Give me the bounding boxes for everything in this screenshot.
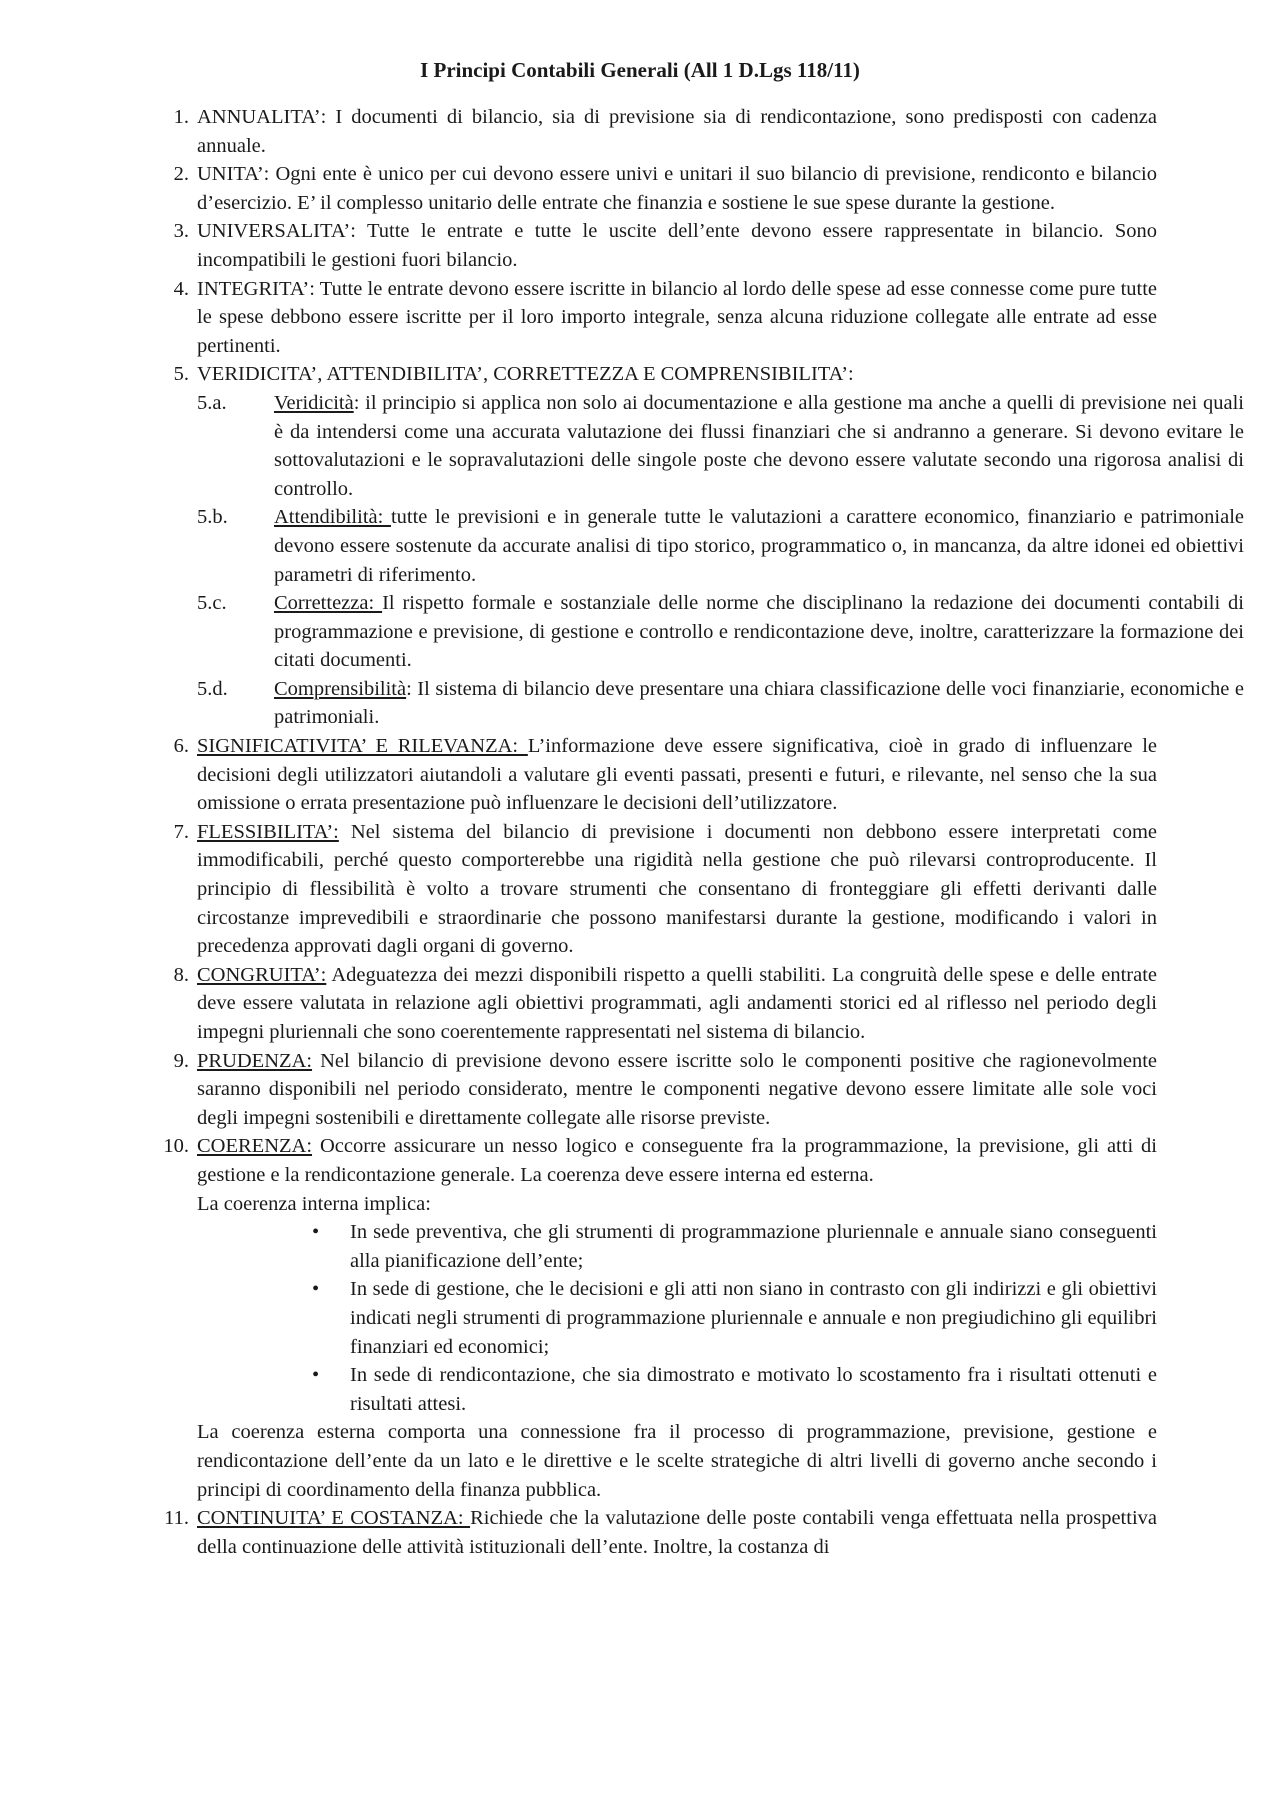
- item-number: 10.: [163, 1135, 189, 1158]
- sub-item: [197, 389, 1244, 503]
- item-label: CONTINUITA’ E COSTANZA:: [197, 1507, 471, 1530]
- list-item: [173, 818, 1157, 961]
- item-label: PRUDENZA:: [197, 1049, 313, 1072]
- item-number: 3.: [173, 220, 189, 243]
- list-item: [163, 1132, 1157, 1189]
- sub-item-label: Attendibilità:: [274, 506, 391, 529]
- item-text: L’informazione deve essere significativa, cioè in grado di influenzare le decisioni degli utilizzatori aiutandoli a valutare gli eventi passati, presenti e futuri, e rilevante, nel senso che la sua omissione o errata presentazione può influenzare le decisioni dell’utilizzatore.: [197, 735, 1157, 815]
- item-number: 11.: [164, 1507, 189, 1530]
- list-item: [164, 1504, 1157, 1561]
- sub-item-label: Comprensibilità: [274, 677, 407, 700]
- sub-item-text: tutte le previsioni e in generale tutte le valutazioni a carattere economico, finanziario e patrimoniale devono essere sostenute da accurate analisi di tipo storico, programmatico o, in mancanza, da altre idonei ed obiettivi parametri di riferimento.: [274, 506, 1244, 586]
- item-text: INTEGRITA’: Tutte le entrate devono essere iscritte in bilancio al lordo delle spese ad esse connesse come pure tutte le spese debbono essere iscritte per il loro importo integrale, senza alcuna riduzione collegate alle entrate ad esse pertinenti.: [197, 277, 1157, 357]
- sub-item-number: 5.a.: [197, 391, 227, 414]
- item-label: COERENZA:: [197, 1135, 313, 1158]
- bullet-item: [312, 1275, 1157, 1361]
- item-text: Nel bilancio di previsione devono essere iscritte solo le componenti positive che ragionevolmente saranno disponibili nel periodo considerato, mentre le componenti negative devono essere limitate alle sole voci degli impegni sostenibili e direttamente collegate alle risorse previste.: [197, 1049, 1157, 1129]
- item-text: UNITA’: Ogni ente è unico per cui devono essere univi e unitari il suo bilancio di previsione, rendiconto e bilancio d’esercizio. E’ il complesso unitario delle entrate che finanzia e sostiene le sue spese durante la gestione.: [197, 163, 1157, 214]
- sub-item-label: Veridicità: [274, 391, 354, 414]
- list-item: [173, 275, 1157, 361]
- list-item: [173, 961, 1157, 1047]
- item-text: Occorre assicurare un nesso logico e conseguente fra la programmazione, la previsione, gli atti di gestione e la rendicontazione generale. La coerenza deve essere interna ed esterna.: [197, 1135, 1157, 1186]
- page-title: I Principi Contabili Generali (All 1 D.Lgs 118/11): [420, 58, 860, 82]
- item-number: 9.: [173, 1049, 189, 1072]
- bullet-text: In sede di gestione, che le decisioni e gli atti non siano in contrasto con gli indirizzi e gli obiettivi indicati negli strumenti di programmazione pluriennale e annuale e non pregiudichino gli equilibri finanziari ed economici;: [350, 1278, 1157, 1358]
- item-label: FLESSIBILITA’:: [197, 820, 339, 843]
- list-item: [173, 1047, 1157, 1133]
- sub-item-number: 5.b.: [197, 506, 228, 529]
- coerenza-esterna-text: La coerenza esterna comporta una connessione fra il processo di programmazione, previsione, gestione e rendicontazione dell’ente da un lato e le direttive e le scelte strategiche di altri livelli di governo anche secondo i principi di coordinamento della finanza pubblica.: [197, 1421, 1157, 1501]
- sub-item-number: 5.c.: [197, 592, 227, 615]
- sub-item: [197, 675, 1244, 732]
- item-label: CONGRUITA’:: [197, 963, 327, 986]
- item-text: Nel sistema del bilancio di previsione i documenti non debbono essere interpretati come immodificabili, perché questo comporterebbe una rigidità nella gestione che può rilevarsi controproducente. Il principio di flessibilità è volto a trovare strumenti che consentano di fronteggiare gli effetti derivanti dalle circostanze imprevedibili e straordinarie che possono manifestarsi durante la gestione, modificando i valori in precedenza approvati dagli organi di governo.: [197, 820, 1157, 958]
- item-number: 1.: [173, 106, 189, 128]
- item-text: Richiede che la valutazione delle poste contabili venga effettuata nella prospettiva della continuazione delle attività istituzionali dell’ente. Inoltre, la costanza di: [197, 1507, 1157, 1558]
- item-number: 4.: [173, 277, 189, 300]
- bullet-icon: •: [312, 1278, 320, 1301]
- item-number: 8.: [173, 963, 189, 986]
- bullet-icon: •: [312, 1364, 320, 1387]
- list-item: [173, 160, 1157, 217]
- item-number: 6.: [173, 735, 189, 758]
- bullet-text: In sede di rendicontazione, che sia dimostrato e motivato lo scostamento fra i risultati ottenuti e risultati attesi.: [350, 1364, 1157, 1415]
- list-item: [173, 732, 1157, 818]
- sub-item: [197, 589, 1244, 675]
- item-number: 7.: [173, 820, 189, 843]
- principles-list: [163, 103, 1244, 1561]
- bullet-text: In sede preventiva, che gli strumenti di programmazione pluriennale e annuale siano conseguenti alla pianificazione dell’ente;: [350, 1221, 1157, 1272]
- item-text: ANNUALITA’: I documenti di bilancio, sia di previsione sia di rendicontazione, sono predisposti con cadenza annuale.: [197, 106, 1157, 157]
- list-item: [173, 217, 1157, 274]
- item-label: SIGNIFICATIVITA’ E RILEVANZA:: [197, 735, 528, 758]
- item-text: VERIDICITA’, ATTENDIBILITA’, CORRETTEZZA E COMPRENSIBILITA’:: [197, 363, 854, 386]
- item-number: 2.: [173, 163, 189, 186]
- bullet-item: [312, 1361, 1157, 1418]
- item-number: 5.: [173, 363, 189, 386]
- sub-item-number: 5.d.: [197, 677, 228, 700]
- sub-item-text: : il principio si applica non solo ai documentazione e alla gestione ma anche a quelli di previsione nei quali è da intendersi come una accurata valutazione dei flussi finanziari che si andranno a generare. Si devono evitare le sottovalutazioni e le sopravalutazioni delle singole poste che devono essere valutate secondo una rigorosa analisi di controllo.: [274, 391, 1244, 500]
- list-item: [173, 103, 1157, 160]
- item-text: UNIVERSALITA’: Tutte le entrate e tutte le uscite dell’ente devono essere rappresentate in bilancio. Sono incompatibili le gestioni fuori bilancio.: [197, 220, 1157, 271]
- sub-item-text: Il rispetto formale e sostanziale delle norme che disciplinano la redazione dei documenti contabili di programmazione e previsione, di gestione e controllo e rendicontazione deve, inoltre, caratterizzare la formazione dei citati documenti.: [274, 592, 1244, 672]
- sub-item: [197, 503, 1244, 589]
- coerenza-interna-intro: La coerenza interna implica:: [197, 1192, 431, 1215]
- sub-item-text: : Il sistema di bilancio deve presentare una chiara classificazione delle voci finanziarie, economiche e patrimoniali.: [274, 677, 1244, 729]
- list-item: [173, 360, 1157, 389]
- sub-item-label: Correttezza:: [274, 592, 383, 615]
- item-text: Adeguatezza dei mezzi disponibili rispetto a quelli stabiliti. La congruità delle spese e delle entrate deve essere valutata in relazione agli obiettivi programmati, agli andamenti storici ed al riflesso nel periodo degli impegni pluriennali che sono coerentemente rappresentati nel sistema di bilancio.: [197, 963, 1157, 1043]
- bullet-icon: •: [312, 1221, 320, 1244]
- bullet-item: [312, 1218, 1157, 1275]
